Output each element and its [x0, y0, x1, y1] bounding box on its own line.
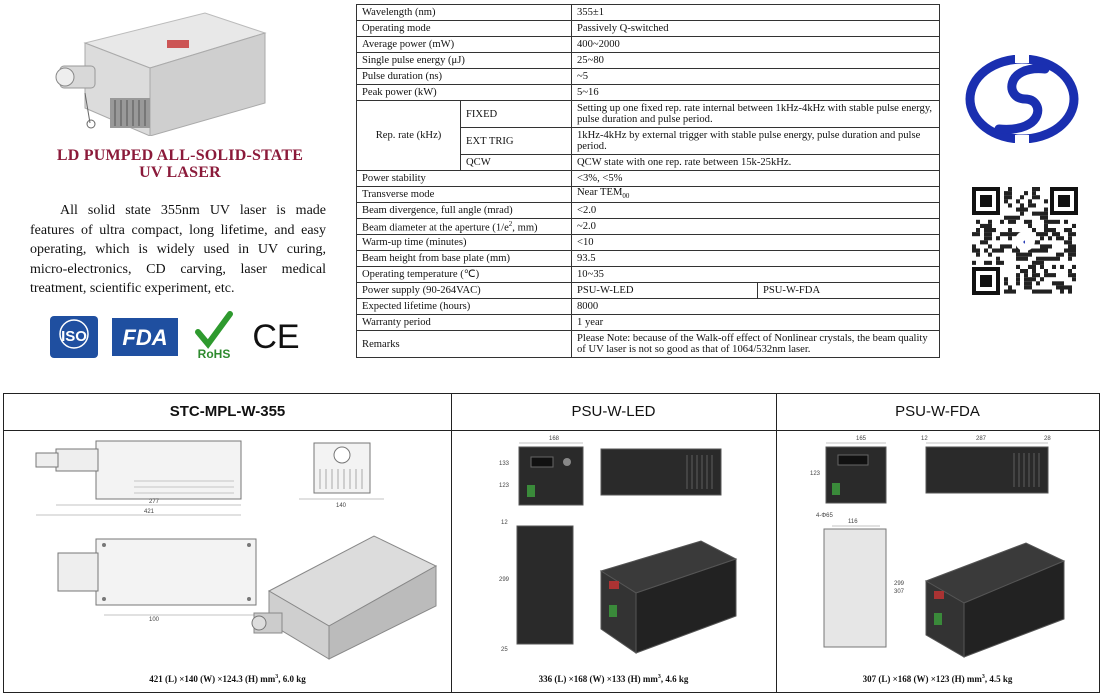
table-row: [357, 235, 940, 251]
svg-text:165: 165: [856, 436, 867, 442]
table-row: [357, 219, 940, 235]
ce-logo-text: CE: [252, 318, 300, 356]
table-row: [357, 331, 940, 358]
svg-text:123: 123: [810, 471, 821, 477]
power-supply-value-2: PSU-W-FDA: [758, 283, 940, 299]
divergence-value: <2.0: [572, 203, 940, 219]
laser-head-dimensions: 421 (L) ×140 (W) ×124.3 (H) $mm^3$, 6.0 kg: [149, 674, 306, 684]
warranty-label: Warranty period: [357, 315, 572, 331]
svg-text:28: 28: [1044, 436, 1051, 442]
fixed-label: FIXED: [461, 101, 572, 128]
pulse-energy-label: Single pulse energy (μJ): [357, 53, 572, 69]
psu-fda-dimensions: 307 (L) ×168 (W) ×123 (H) $mm^3$, 4.5 kg: [862, 674, 1013, 684]
svg-text:◐: ◐: [1022, 239, 1028, 246]
ext-trig-label: EXT TRIG: [461, 128, 572, 155]
table-row: [357, 203, 940, 219]
psu-led-dimensions: 336 (L) ×168 (W) ×133 (H) $mm^3$, 4.6 kg: [538, 674, 689, 684]
table-row: [357, 37, 940, 53]
svg-text:168: 168: [549, 436, 560, 442]
stability-label: Power stability: [357, 171, 572, 187]
table-row: [357, 5, 940, 21]
divergence-label: Beam divergence, full angle (mrad): [357, 203, 572, 219]
beam-height-value: 93.5: [572, 251, 940, 267]
svg-text:25: 25: [501, 647, 508, 653]
psu-led-drawing: [451, 431, 776, 661]
transverse-value: Near $TEM_{00}$: [572, 187, 940, 203]
svg-text:421: 421: [144, 509, 155, 515]
fda-logo: [112, 318, 178, 356]
pulse-energy-value: 25~80: [572, 53, 940, 69]
svg-text:100: 100: [149, 617, 160, 623]
product-description: All solid state 355nm UV laser is made features of ultra compact, long lifetime, and easy operating, which is widely used in UV curing, micro-electronics, CD carving, laser medical treatment, scientific experiment, etc.: [30, 203, 326, 296]
table-row: [357, 171, 940, 187]
iso-logo-text: ISO: [61, 328, 87, 345]
mode-label: Operating mode: [357, 21, 572, 37]
wavelength-label: Wavelength (nm): [357, 5, 572, 21]
warranty-value: 1 year: [572, 315, 940, 331]
panel-psu-fda: [776, 394, 1099, 692]
laser-product-photo: [55, 8, 280, 136]
svg-text:12: 12: [921, 436, 928, 442]
avg-power-value: 400~2000: [572, 37, 940, 53]
rohs-logo: [198, 314, 231, 361]
warmup-label: Warm-up time (minutes): [357, 235, 572, 251]
fda-logo-text: FDA: [122, 325, 168, 350]
laser-head-drawing: [4, 431, 451, 661]
remarks-value: Please Note: because of the Walk-off effect of Nonlinear crystals, the beam quality of UV laser is not so good as that of 1064/532nm laser.: [572, 331, 940, 358]
svg-text:4-Φ65: 4-Φ65: [816, 513, 833, 519]
spec-table: [356, 4, 940, 358]
svg-text:277: 277: [149, 499, 160, 505]
qcw-label: QCW: [461, 155, 572, 171]
panel-laser-head: [4, 394, 452, 692]
svg-text:12: 12: [501, 520, 508, 526]
ce-logo: [252, 318, 299, 356]
svg-text:140: 140: [336, 503, 347, 509]
peak-power-value: 5~16: [572, 85, 940, 101]
temperature-value: 10~35: [572, 267, 940, 283]
pulse-duration-label: Pulse duration (ns): [357, 69, 572, 85]
panel-title: STC-MPL-W-355: [4, 394, 451, 431]
rep-rate-label: Rep. rate (kHz): [357, 101, 461, 171]
product-title: [20, 147, 340, 181]
diameter-value: ~2.0: [572, 219, 940, 235]
beam-height-label: Beam height from base plate (mm): [357, 251, 572, 267]
table-row: [357, 267, 940, 283]
avg-power-label: Average power (mW): [357, 37, 572, 53]
transverse-label: Transverse mode: [357, 187, 572, 203]
psu-fda-drawing: [776, 431, 1099, 661]
svg-text:116: 116: [848, 519, 858, 525]
warmup-value: <10: [572, 235, 940, 251]
certification-logos: [48, 310, 308, 362]
table-row: [357, 283, 940, 299]
svg-text:133: 133: [499, 461, 510, 467]
svg-text:123: 123: [499, 483, 510, 489]
svg-text:299: 299: [894, 581, 905, 587]
power-supply-label: Power supply (90-264VAC): [357, 283, 572, 299]
table-row: [357, 53, 940, 69]
table-row: [357, 21, 940, 37]
table-row: [357, 315, 940, 331]
company-logo: [965, 55, 1080, 143]
pulse-duration-value: ~5: [572, 69, 940, 85]
wavelength-value: 355±1: [572, 5, 940, 21]
table-row: [357, 251, 940, 267]
table-row: [357, 69, 940, 85]
dimension-drawings: [3, 393, 1100, 693]
table-row: [357, 101, 940, 128]
ext-trig-value: 1kHz-4kHz by external trigger with stable pulse energy, pulse duration and pulse period.: [572, 128, 940, 155]
lifetime-label: Expected lifetime (hours): [357, 299, 572, 315]
rohs-logo-text: RoHS: [197, 347, 231, 361]
qr-code: [970, 185, 1080, 297]
mode-value: Passively Q-switched: [572, 21, 940, 37]
lifetime-value: 8000: [572, 299, 940, 315]
svg-text:287: 287: [976, 436, 987, 442]
iso-logo: [50, 316, 98, 358]
power-supply-value-1: PSU-W-LED: [572, 283, 758, 299]
table-row: [357, 299, 940, 315]
panel-psu-led: [451, 394, 777, 692]
panel-title: PSU-W-LED: [451, 394, 776, 431]
table-row: [357, 85, 940, 101]
fixed-value: Setting up one fixed rep. rate internal between 1kHz-4kHz with stable pulse energy, pulse duration and pulse period.: [572, 101, 940, 128]
diameter-label: Beam diameter at the aperture ($1/e^2$, mm): [357, 219, 572, 235]
title-line-2: UV LASER: [139, 164, 221, 181]
remarks-label: Remarks: [357, 331, 572, 358]
temperature-label: Operating temperature (℃): [357, 267, 572, 283]
qcw-value: QCW state with one rep. rate between 15k-25kHz.: [572, 155, 940, 171]
panel-title: PSU-W-FDA: [776, 394, 1099, 431]
svg-text:299: 299: [499, 577, 510, 583]
stability-value: <3%, <5%: [572, 171, 940, 187]
title-line-1: LD PUMPED ALL-SOLID-STATE: [56, 147, 304, 164]
peak-power-label: Peak power (kW): [357, 85, 572, 101]
table-row: [357, 187, 940, 203]
svg-text:307: 307: [894, 589, 905, 595]
